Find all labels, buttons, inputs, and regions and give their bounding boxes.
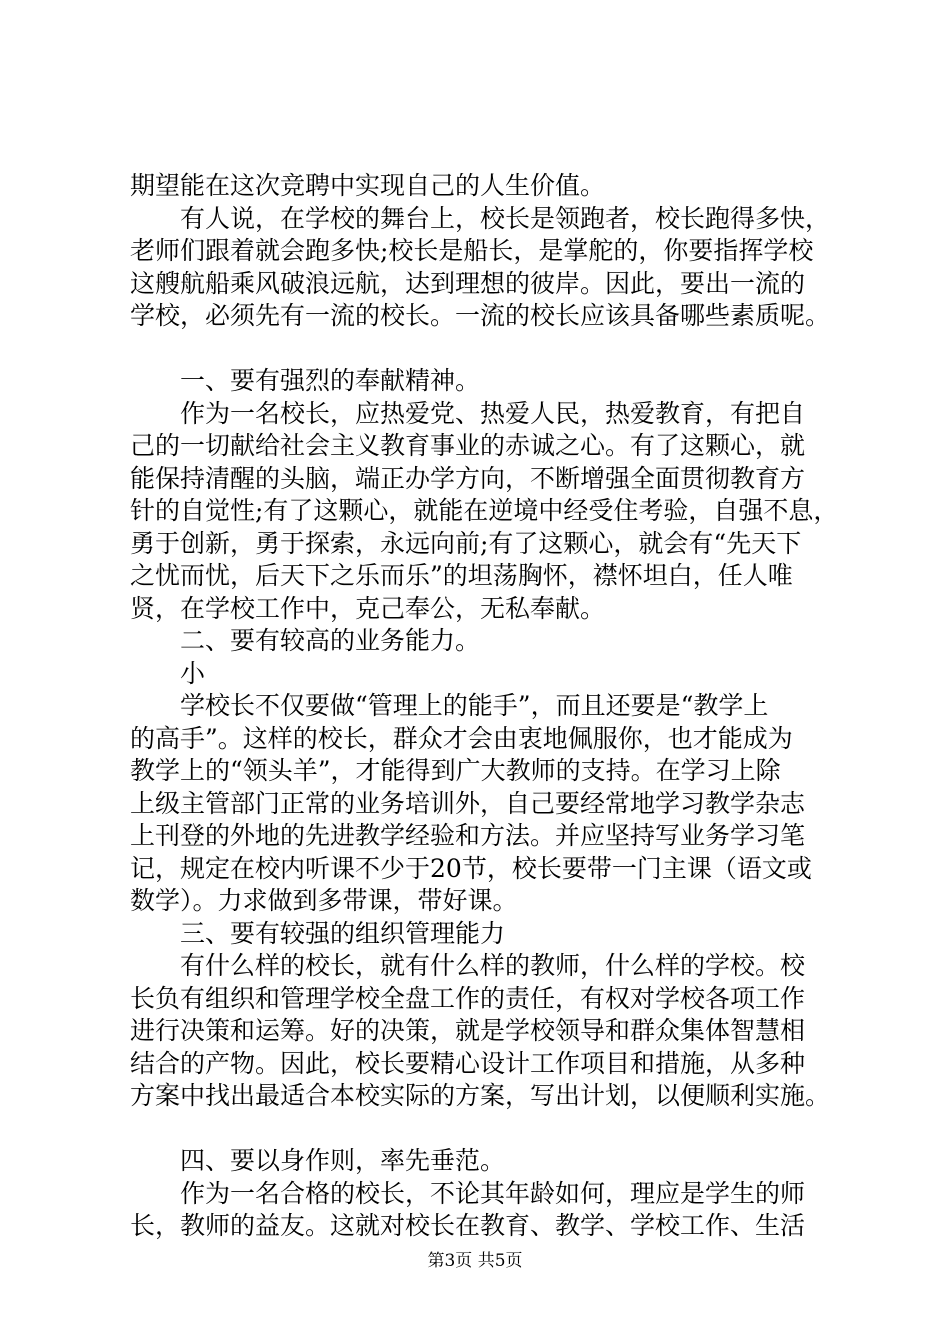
text-line: 学校，必须先有一流的校长。一流的校长应该具备哪些素质呢。 [130, 301, 831, 330]
text-line: 教学上的“领头羊”，才能得到广大教师的支持。在学习上除 [130, 756, 781, 785]
text-line: 有什么样的校长，就有什么样的教师，什么样的学校。校 [130, 951, 806, 980]
text-line: 能保持清醒的头脑，端正办学方向，不断增强全面贯彻教育方 [130, 463, 806, 493]
text-line: 长负有组织和管理学校全盘工作的责任，有权对学校各项工作 [130, 983, 806, 1013]
text-line: 长，教师的益友。这就对校长在教育、教学、学校工作、生活 [130, 1211, 806, 1240]
text-line: 结合的产物。因此，校长要精心设计工作项目和措施，从多种 [130, 1048, 806, 1078]
text-line: 勇于创新，勇于探索，永远向前;有了这颗心，就会有“先天下 [130, 528, 802, 558]
text-line: 小 [130, 658, 206, 688]
text-line: 作为一名合格的校长，不论其年龄如何，理应是学生的师 [130, 1178, 806, 1208]
text-line: 作为一名校长，应热爱党、热爱人民，热爱教育，有把自 [130, 398, 806, 428]
section-heading: 三、要有较强的组织管理能力 [130, 918, 506, 948]
document-body [130, 170, 860, 1243]
section-heading: 一、要有强烈的奉献精神。 [130, 366, 481, 395]
text-line: 己的一切献给社会主义教育事业的赤诚之心。有了这颗心，就 [130, 431, 806, 460]
section-heading: 四、要以身作则，率先垂范。 [130, 1146, 506, 1175]
text-line: 方案中找出最适合本校实际的方案，写出计划，以便顺利实施。 [130, 1081, 831, 1110]
text-line: 贤，在学校工作中，克己奉公，无私奉献。 [130, 593, 606, 623]
text-line: 学校长不仅要做“管理上的能手”，而且还要是“教学上 [130, 691, 769, 720]
text-line: 针的自觉性;有了这颗心，就能在逆境中经受住考验，自强不息， [130, 496, 839, 525]
text-line: 期望能在这次竞聘中实现自己的人生价值。 [130, 171, 606, 200]
text-line: 老师们跟着就会跑多快;校长是船长，是掌舵的，你要指挥学校 [130, 236, 814, 265]
text-line: 上级主管部门正常的业务培训外，自己要经常地学习教学杂志 [130, 788, 806, 818]
text-line: 这艘航船乘风破浪远航，达到理想的彼岸。因此，要出一流的 [130, 268, 806, 298]
text-line: 进行决策和运筹。好的决策，就是学校领导和群众集体智慧相 [130, 1016, 806, 1045]
section-heading: 二、要有较高的业务能力。 [130, 626, 481, 655]
text-line: 的高手”。这样的校长，群众才会由衷地佩服你，也才能成为 [130, 723, 793, 753]
text-line: 之忧而忧，后天下之乐而乐”的坦荡胸怀，襟怀坦白，任人唯 [130, 561, 793, 590]
paragraph-gap [130, 333, 860, 366]
text-line: 有人说，在学校的舞台上，校长是领跑者，校长跑得多快， [130, 203, 831, 233]
text-line: 数学）。力求做到多带课，带好课。 [130, 886, 518, 915]
text-line: 上刊登的外地的先进教学经验和方法。并应坚持写业务学习笔 [130, 821, 806, 850]
page-number-footer: 第3页 共5页 [427, 1251, 523, 1271]
text-line: 记，规定在校内听课不少于20节，校长要带一门主课（语文或 [130, 853, 812, 883]
paragraph-gap [130, 1113, 860, 1146]
